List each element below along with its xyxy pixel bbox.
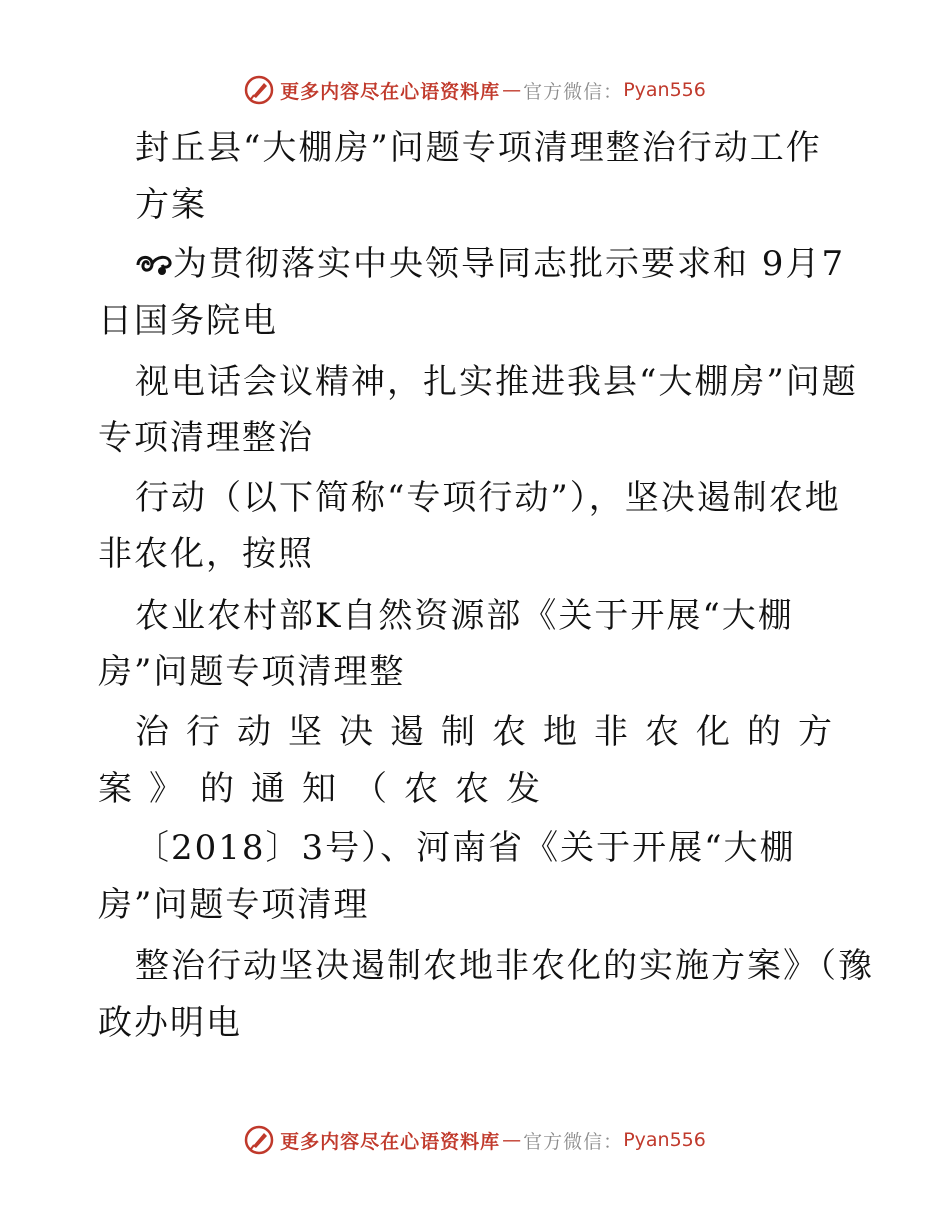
watermark-dash: — bbox=[502, 1129, 522, 1151]
watermark-brand: 更多内容尽在心语资料库 bbox=[280, 80, 501, 103]
doc-line-2: 日国务院电 bbox=[98, 301, 278, 341]
doc-line-7: 农业农村部K自然资源部《关于开展“大棚 bbox=[135, 596, 794, 636]
watermark-label: 官方微信： bbox=[523, 1130, 624, 1153]
watermark-id: Pyan556 bbox=[623, 79, 706, 101]
doc-line-9: 治行动坚决遏制农地非农化的方 bbox=[135, 712, 849, 752]
header-watermark bbox=[0, 70, 950, 110]
doc-line-5: 行动（以下简称“专项行动”），坚决遏制农地 bbox=[135, 478, 841, 518]
doc-line-3: 视电话会议精神，扎实推进我县“大棚房”问题 bbox=[135, 362, 858, 402]
ornament-bullet-icon bbox=[135, 248, 173, 278]
doc-line-4: 专项清理整治 bbox=[98, 418, 314, 458]
doc-line-12: 房”问题专项清理 bbox=[98, 885, 370, 925]
watermark-brand: 更多内容尽在心语资料库 bbox=[280, 1130, 501, 1153]
doc-line-1-text: 为贯彻落实中央领导同志批示要求和 9月7 bbox=[173, 244, 846, 284]
doc-title-line-2: 方案 bbox=[135, 185, 207, 225]
quill-logo-icon bbox=[244, 1125, 274, 1155]
doc-line-11: 〔2018〕3号）、河南省《关于开展“大棚 bbox=[135, 828, 796, 868]
doc-line-13: 整治行动坚决遏制农地非农化的实施方案》（豫 bbox=[135, 946, 874, 986]
quill-logo-icon bbox=[244, 75, 274, 105]
doc-line-6: 非农化，按照 bbox=[98, 534, 314, 574]
watermark-dash: — bbox=[502, 79, 522, 101]
doc-line-1 bbox=[135, 244, 845, 284]
doc-line-14: 政办明电 bbox=[98, 1003, 242, 1043]
doc-line-8: 房”问题专项清理整 bbox=[98, 652, 406, 692]
footer-watermark bbox=[0, 1120, 950, 1160]
doc-line-10: 案》的通知（农农发 bbox=[98, 769, 557, 809]
watermark-label: 官方微信： bbox=[523, 80, 624, 103]
watermark-id: Pyan556 bbox=[623, 1129, 706, 1151]
doc-title-line-1: 封丘县“大棚房”问题专项清理整治行动工作 bbox=[135, 128, 822, 168]
